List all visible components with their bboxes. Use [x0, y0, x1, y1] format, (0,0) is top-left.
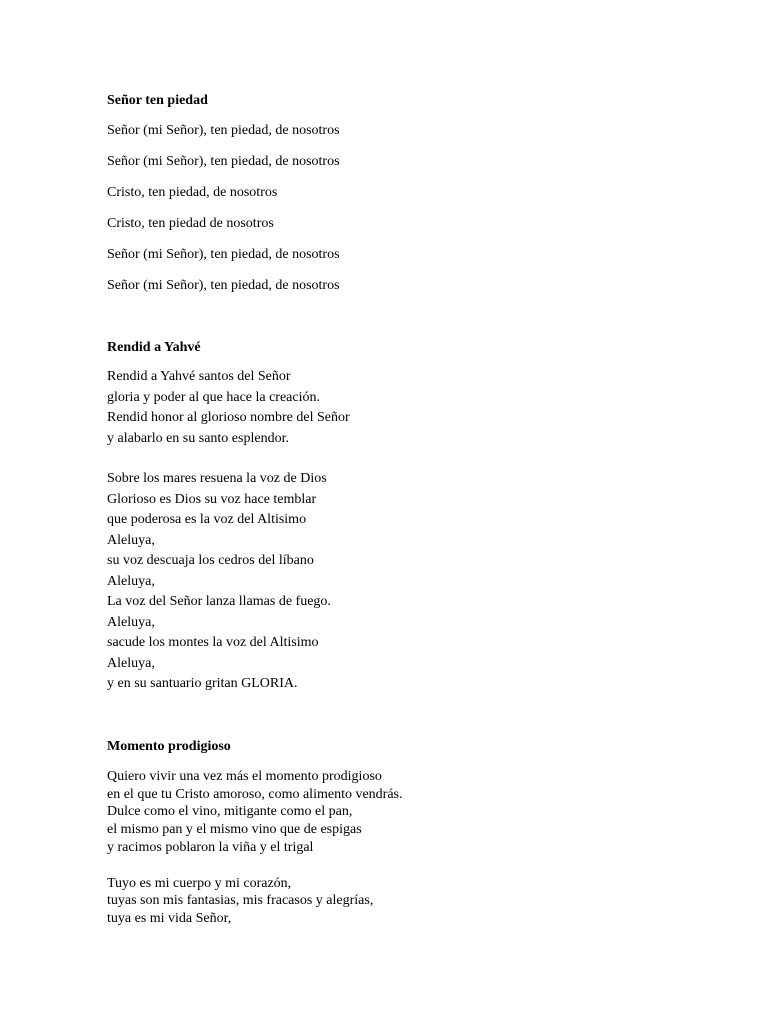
lyric-line: Aleluya, — [107, 573, 155, 589]
lyric-line: en el que tu Cristo amoroso, como alimento vendrás. — [107, 786, 403, 802]
lyric-line: Tuyo es mi cuerpo y mi corazón, — [107, 875, 292, 891]
lyric-line: tuya es mi vida Señor, — [107, 910, 232, 926]
lyric-line: Aleluya, — [107, 532, 155, 548]
lyric-line: Aleluya, — [107, 655, 155, 671]
lyric-line: gloria y poder al que hace la creación. — [107, 389, 321, 405]
lyric-line: Señor (mi Señor), ten piedad, de nosotros — [107, 154, 340, 169]
lyric-line: Señor (mi Señor), ten piedad, de nosotros — [107, 123, 340, 138]
stanza-gap — [107, 857, 728, 875]
lyric-line: el mismo pan y el mismo vino que de espigas — [107, 822, 362, 838]
lyric-line: su voz descuaja los cedros del líbano — [107, 553, 314, 568]
lyric-line: y racimos poblaron la viña y el trigal — [107, 839, 314, 855]
lyric-line: Rendid a Yahvé santos del Señor — [107, 369, 291, 384]
section-rendid-a-yahve — [107, 367, 728, 695]
lyric-line: Cristo, ten piedad, de nosotros — [107, 185, 278, 200]
section-title: Rendid a Yahvé — [107, 340, 201, 355]
section-title: Momento prodigioso — [107, 739, 231, 754]
section-momento-prodigioso — [107, 768, 728, 928]
lyric-line: que poderosa es la voz del Altisimo — [107, 512, 307, 527]
lyric-line: Aleluya, — [107, 614, 155, 630]
lyric-line: sacude los montes la voz del Altisimo — [107, 635, 319, 650]
lyric-line: y en su santuario gritan GLORIA. — [107, 676, 298, 691]
lyric-line: Quiero vivir una vez más el momento prodigioso — [107, 769, 382, 784]
lyric-line: Cristo, ten piedad de nosotros — [107, 216, 274, 231]
lyric-line: La voz del Señor lanza llamas de fuego. — [107, 594, 331, 609]
section-title: Señor ten piedad — [107, 93, 208, 108]
lyric-line: tuyas son mis fantasias, mis fracasos y alegrías, — [107, 893, 374, 909]
lyric-line: Glorioso es Dios su voz hace temblar — [107, 491, 317, 507]
section-rendid-a-yahve-title-wrap — [107, 339, 728, 357]
lyric-line: Dulce como el vino, mitigante como el pan, — [107, 804, 353, 820]
lyric-line: y alabarlo en su santo esplendor. — [107, 430, 289, 446]
lyric-line: Rendid honor al glorioso nombre del Señor — [107, 410, 350, 425]
lyric-line: Señor (mi Señor), ten piedad, de nosotros — [107, 278, 340, 293]
lyric-line: Señor (mi Señor), ten piedad, de nosotros — [107, 247, 340, 262]
stanza-gap — [107, 449, 728, 469]
section-momento-prodigioso-title-wrap — [107, 738, 728, 756]
lyric-line: Sobre los mares resuena la voz de Dios — [107, 471, 327, 486]
